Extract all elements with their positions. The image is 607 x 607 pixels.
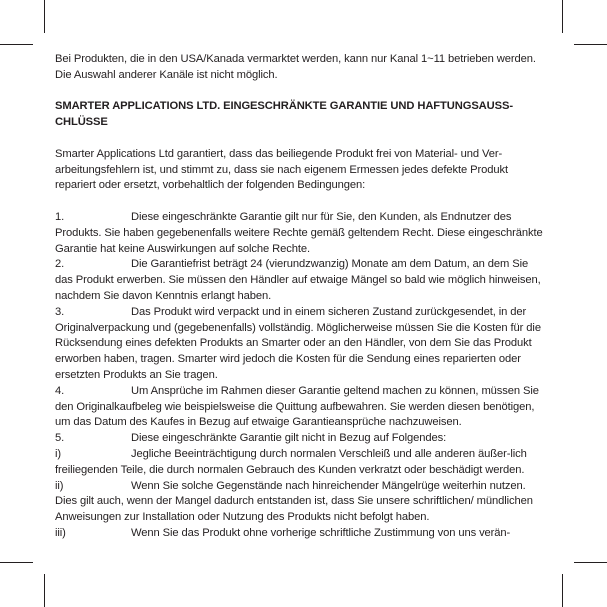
- list-item-number: 2.: [55, 258, 65, 271]
- list-item-number: 3.: [55, 305, 65, 318]
- warranty-paragraph: Smarter Applications Ltd garantiert, dass das beiliegende Produkt frei von Material- und Ver-arbeitungsfehlern ist, und stimmt zu, dass sie nach eigenem Ermessen jedes defekte Produkt repariert oder ersetzt, vorbehaltlich der folgenden Bedingungen:: [55, 147, 509, 192]
- crop-mark-right-top: [574, 44, 607, 45]
- list-item: [55, 210, 547, 257]
- list-item-text: Wenn Sie das Produkt ohne vorherige schriftliche Zustimmung von uns verän-: [131, 526, 511, 539]
- warranty-conditions-list: [55, 210, 547, 542]
- list-item: [55, 479, 547, 526]
- crop-mark-top-right: [562, 0, 563, 33]
- list-item: [55, 305, 547, 384]
- list-item-number: 1.: [55, 210, 65, 223]
- list-item: [55, 384, 547, 431]
- list-item: [55, 257, 547, 304]
- intro-line-1: Bei Produkten, die in den USA/Kanada vermarktet werden, kann nur Kanal 1~11 betrieben werden.: [55, 53, 536, 65]
- list-item-number: iii): [55, 526, 66, 539]
- warranty-heading: SMARTER APPLICATIONS LTD. EINGESCHRÄNKTE GARANTIE UND HAFTUNGSAUSS-CHLÜSSE: [55, 100, 513, 129]
- crop-mark-left-bottom: [0, 562, 33, 563]
- list-item-number: 5.: [55, 432, 65, 445]
- list-item-text: Das Produkt wird verpackt und in einem sicheren Zustand zurückgesendet, in der Originalverpackung und (gegebenenfalls) vollständig. Möglicherweise müssen Sie die Kosten für die Rücksendung eines defekten Produkts an Smarter oder an den Händler, von dem Sie das Produkt erworben haben, tragen. Smarter wird jedoch die Kosten für die Sendung eines reparierten oder ersetzten Produkts an Sie tragen.: [55, 305, 541, 381]
- list-item: [55, 431, 547, 447]
- crop-mark-top-left: [44, 0, 45, 33]
- list-item-text: Jegliche Beeinträchtigung durch normalen Verschleiß und alle anderen äußer-lich freiliegenden Teile, die durch normalen Gebrauch des Kunden verkratzt oder beschädigt werden.: [55, 447, 527, 476]
- crop-mark-bottom-left: [44, 574, 45, 607]
- list-item-text: Die Garantiefrist beträgt 24 (vierundzwanzig) Monate am dem Datum, an dem Sie das Produkt erwerben. Sie müssen den Händler auf etwaige Mängel so bald wie möglich hinweisen, nachdem Sie davon Kenntnis erlangt haben.: [55, 258, 541, 302]
- list-item-number: ii): [55, 479, 64, 492]
- document-page: [55, 52, 547, 542]
- crop-mark-left-top: [0, 44, 33, 45]
- list-item: [55, 526, 547, 542]
- list-item-number: 4.: [55, 384, 65, 397]
- crop-mark-right-bottom: [574, 562, 607, 563]
- list-item-text: Um Ansprüche im Rahmen dieser Garantie geltend machen zu können, müssen Sie den Originalkaufbeleg wie beispielsweise die Quittung aufbewahren. Sie werden diesen benötigen, um das Datum des Kaufes in Bezug auf etwaige Garantieansprüche nachzuweisen.: [55, 384, 539, 429]
- list-item-number: i): [55, 447, 62, 460]
- list-item-text: Diese eingeschränkte Garantie gilt nicht in Bezug auf Folgendes:: [131, 432, 447, 445]
- list-item-text: Wenn Sie solche Gegenstände nach hinreichender Mängelrüge weiterhin nutzen. Dies gilt auch, wenn der Mangel dadurch entstanden ist, dass Sie unsere schriftlichen/ mündlichen Anweisungen zur Installation oder Nutzung des Produkts nicht befolgt haben.: [55, 479, 533, 524]
- list-item: [55, 447, 547, 479]
- crop-mark-bottom-right: [562, 574, 563, 607]
- intro-line-2: Die Auswahl anderer Kanäle ist nicht möglich.: [55, 68, 278, 81]
- list-item-text: Diese eingeschränkte Garantie gilt nur für Sie, den Kunden, als Endnutzer des Produkts. Sie haben gegebenenfalls weitere Rechte gemäß geltendem Recht. Diese eingeschränkte Garantie hat keine Auswirkungen auf solche Rechte.: [55, 210, 543, 255]
